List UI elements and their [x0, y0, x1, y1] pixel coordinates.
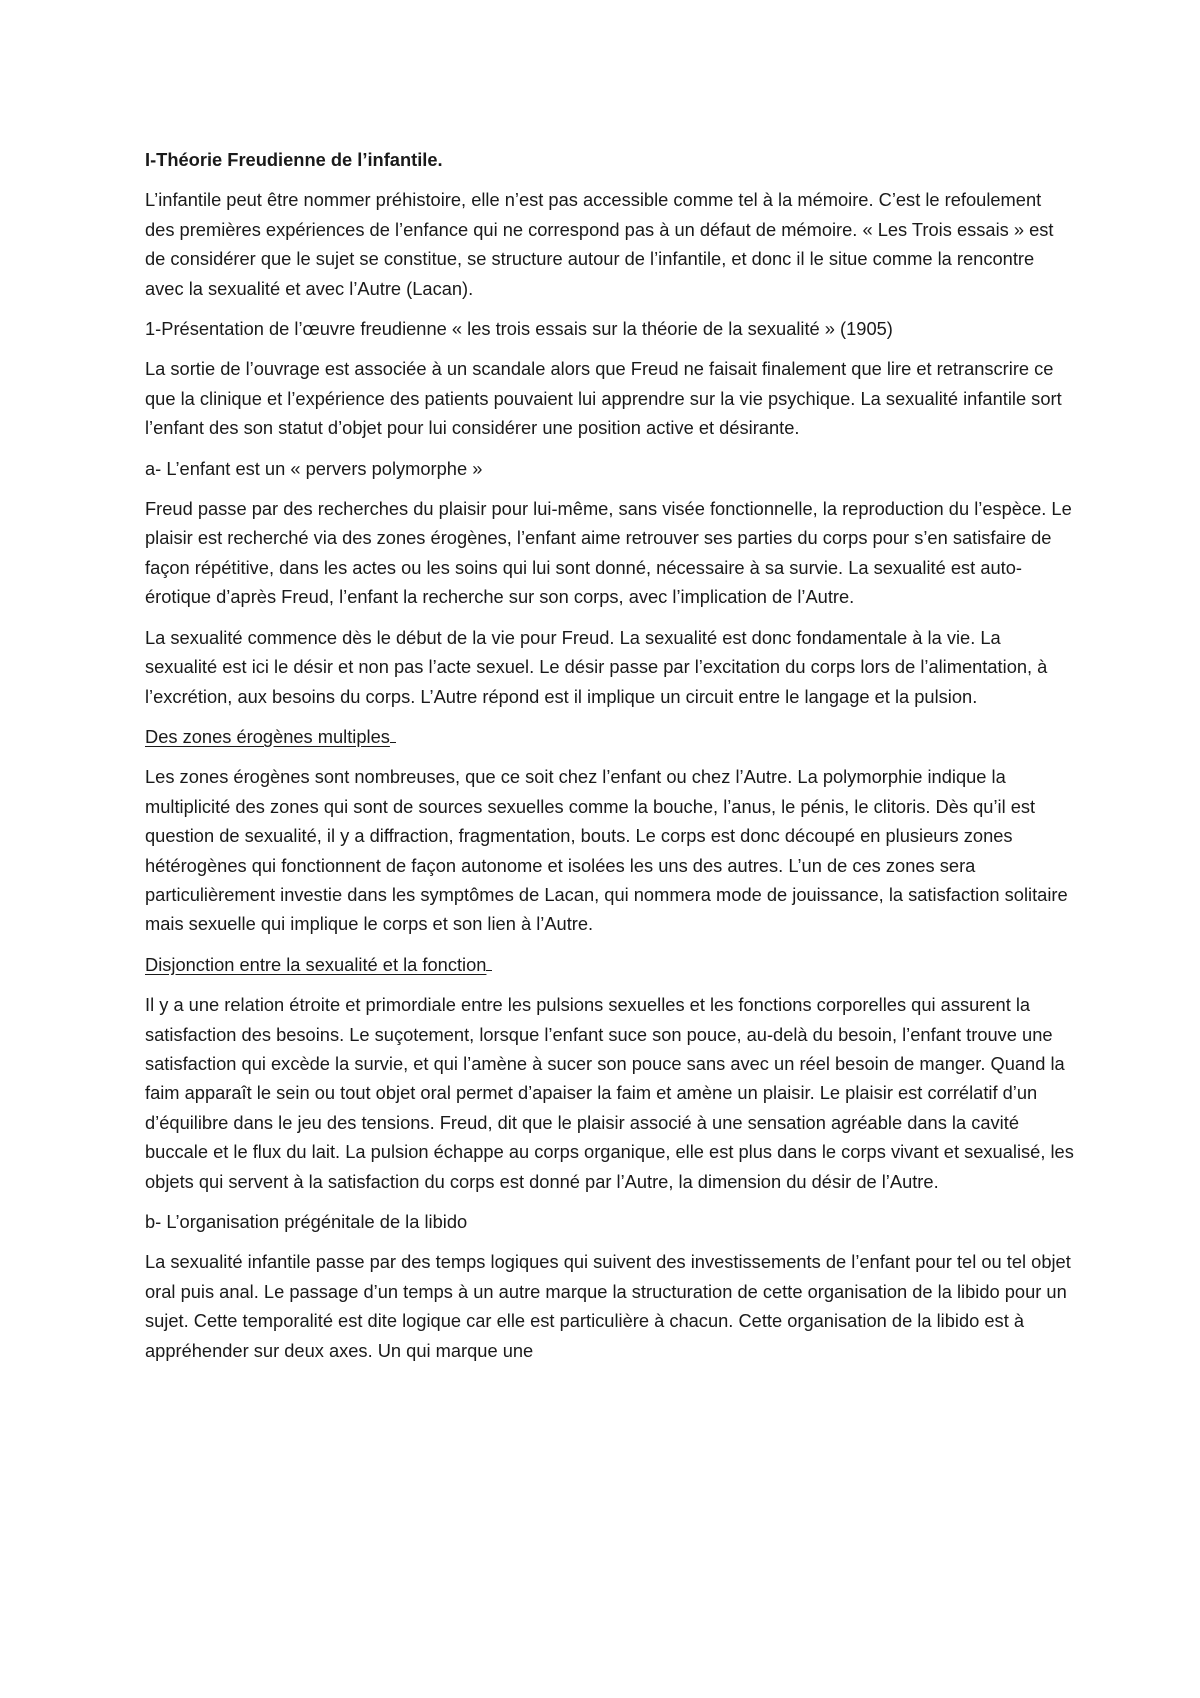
zones-heading: Des zones érogènes multiples	[145, 725, 390, 747]
zones-heading-line	[145, 722, 1075, 751]
disjonction-paragraph: Il y a une relation étroite et primordiale entre les pulsions sexuelles et les fonctions corporelles qui assurent la satisfaction des besoins. Le suçotement, lorsque l’enfant suce son pouce, au-delà du besoin, l’enfant trouve une satisfaction qui excède la survie, et qui l’amène à sucer son pouce sans avec un réel besoin de manger. Quand la faim apparaît le sein ou tout objet oral permet d’apaiser la faim et amène un plaisir. Le plaisir est corrélatif d’un d’équilibre dans le jeu des tensions. Freud, dit que le plaisir associé à une sensation agréable dans la cavité buccale et le flux du lait. La pulsion échappe au corps organique, elle est plus dans le corps vivant et sexualisé, les objets qui servent à la satisfaction du corps est donné par l’Autre, la dimension du désir de l’Autre.	[145, 994, 1074, 1192]
section1-paragraph: La sortie de l’ouvrage est associée à un scandale alors que Freud ne faisait finalement que lire et retranscrire ce que la clinique et l’expérience des patients pouvaient lui apprendre sur la vie psychique. La sexualité infantile sort l’enfant des son statut d’objet pour lui considérer une position active et désirante.	[145, 358, 1062, 439]
subsection-a-heading: a- L’enfant est un « pervers polymorphe »	[145, 457, 483, 479]
intro-paragraph: L’infantile peut être nommer préhistoire, elle n’est pas accessible comme tel à la mémoire. C’est le refoulement des premières expériences de l’enfance qui ne correspond pas à un défaut de mémoire. « Les Trois essais » est de considérer que le sujet se constitue, se structure autour de l’infantile, et donc il le situe comme la rencontre avec la sexualité et avec l’Autre (Lacan).	[145, 189, 1054, 299]
subsection-b-paragraph: La sexualité infantile passe par des temps logiques qui suivent des investissements de l’enfant pour tel ou tel objet oral puis anal. Le passage d’un temps à un autre marque la structuration de cette organisation de la libido pour un sujet. Cette temporalité est dite logique car elle est particulière à chacun. Cette organisation de la libido est à appréhender sur deux axes. Un qui marque une	[145, 1251, 1071, 1361]
section1-heading: 1-Présentation de l’œuvre freudienne « les trois essais sur la théorie de la sexualité » (1905)	[145, 318, 893, 340]
disjonction-heading: Disjonction entre la sexualité et la fonction	[145, 953, 487, 975]
zones-paragraph: Les zones érogènes sont nombreuses, que ce soit chez l’enfant ou chez l’Autre. La polymorphie indique la multiplicité des zones qui sont de sources sexuelles comme la bouche, l’anus, le pénis, le clitoris. Dès qu’il est question de sexualité, il y a diffraction, fragmentation, bouts. Le corps est donc découpé en plusieurs zones hétérogènes qui fonctionnent de façon autonome et isolées les uns des autres. L’un de ces zones sera particulièrement investie dans les symptômes de Lacan, qui nommera mode de jouissance, la satisfaction solitaire mais sexuelle qui implique le corps et son lien à l’Autre.	[145, 766, 1068, 935]
heading-underline-tail	[486, 970, 492, 971]
document-page	[145, 145, 1075, 1376]
document-title: I-Théorie Freudienne de l’infantile.	[145, 149, 443, 170]
disjonction-heading-line	[145, 950, 1075, 979]
subsection-b-heading: b- L’organisation prégénitale de la libido	[145, 1211, 468, 1232]
subsection-a-paragraph-2: La sexualité commence dès le début de la vie pour Freud. La sexualité est donc fondamentale à la vie. La sexualité est ici le désir et non pas l’acte sexuel. Le désir passe par l’excitation du corps lors de l’alimentation, à l’excrétion, aux besoins du corps. L’Autre répond est il implique un circuit entre le langage et la pulsion.	[145, 626, 1048, 707]
subsection-a-paragraph-1: Freud passe par des recherches du plaisir pour lui-même, sans visée fonctionnelle, la reproduction du l’espèce. Le plaisir est recherché via des zones érogènes, l’enfant aime retrouver ses parties du corps pour s’en satisfaire de façon répétitive, dans les actes ou les soins qui lui sont donné, nécessaire à sa survie. La sexualité est auto-érotique d’après Freud, l’enfant la recherche sur son corps, avec l’implication de l’Autre.	[145, 498, 1072, 608]
heading-underline-tail	[390, 742, 396, 743]
